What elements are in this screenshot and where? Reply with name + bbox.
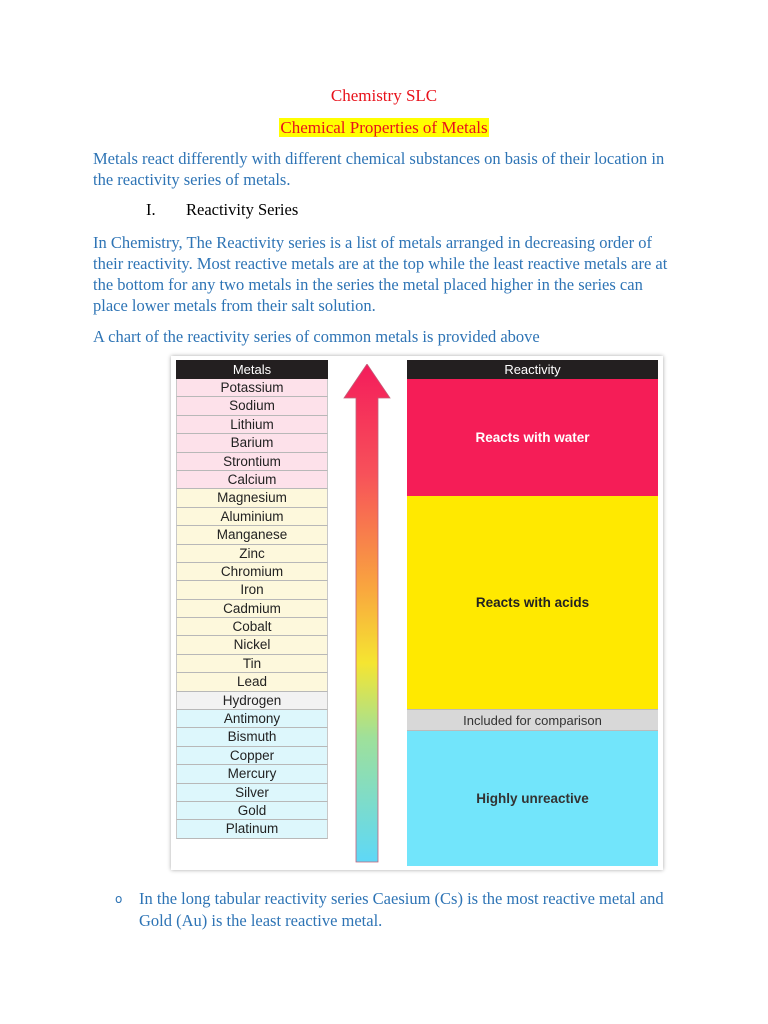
reactivity-arrow-icon [343,364,391,864]
reactivity-header: Reactivity [407,360,658,379]
metal-row: Magnesium [176,489,328,507]
metal-row: Barium [176,434,328,452]
chart-caption: A chart of the reactivity series of common metals is provided above [93,327,540,346]
metal-row: Calcium [176,471,328,489]
metal-row: Nickel [176,636,328,654]
metal-row: Antimony [176,710,328,728]
metal-row: Potassium [176,379,328,397]
reacts-with-acids-block: Reacts with acids [407,496,658,709]
bullet-circle-icon: o [115,892,123,906]
metal-row: Lithium [176,416,328,434]
metal-row: Cobalt [176,618,328,636]
reactivity-column [407,360,658,866]
intro-paragraph: Metals react differently with different chemical substances on basis of their location in the reactivity series of metals. [93,149,665,189]
metal-row: Manganese [176,526,328,544]
metal-row: Platinum [176,820,328,838]
metal-row: Tin [176,655,328,673]
metal-row: Iron [176,581,328,599]
reactivity-series-figure [171,356,663,870]
subtitle-container [0,118,768,138]
metals-list [176,379,328,839]
metal-row: Lead [176,673,328,691]
metal-row: Hydrogen [176,692,328,710]
metal-row: Gold [176,802,328,820]
metal-row: Silver [176,784,328,802]
highly-unreactive-block: Highly unreactive [407,731,658,866]
comparison-block: Included for comparison [407,709,658,731]
metals-header: Metals [176,360,328,379]
section-title: Reactivity Series [186,200,299,219]
reacts-with-water-block: Reacts with water [407,379,658,496]
section-number: I. [146,200,156,219]
metal-row: Strontium [176,453,328,471]
metals-column [176,360,328,839]
definition-paragraph: In Chemistry, The Reactivity series is a list of metals arranged in decreasing order of their reactivity. Most reactive metals are at the top while the least reactive metals are at the bottom for any two metals in the series the metal placed higher in the series can place lower metals from their salt solution. [93,233,668,315]
metal-row: Bismuth [176,728,328,746]
metal-row: Cadmium [176,600,328,618]
metal-row: Mercury [176,765,328,783]
page-subtitle: Chemical Properties of Metals [280,118,488,137]
metal-row: Copper [176,747,328,765]
bullet-text: In the long tabular reactivity series Caesium (Cs) is the most reactive metal and Gold (Au) is the least reactive metal. [139,889,664,930]
metal-row: Zinc [176,545,328,563]
metal-row: Chromium [176,563,328,581]
page-title: Chemistry SLC [330,86,438,105]
section-heading [146,200,298,220]
metal-row: Sodium [176,397,328,415]
metal-row: Aluminium [176,508,328,526]
